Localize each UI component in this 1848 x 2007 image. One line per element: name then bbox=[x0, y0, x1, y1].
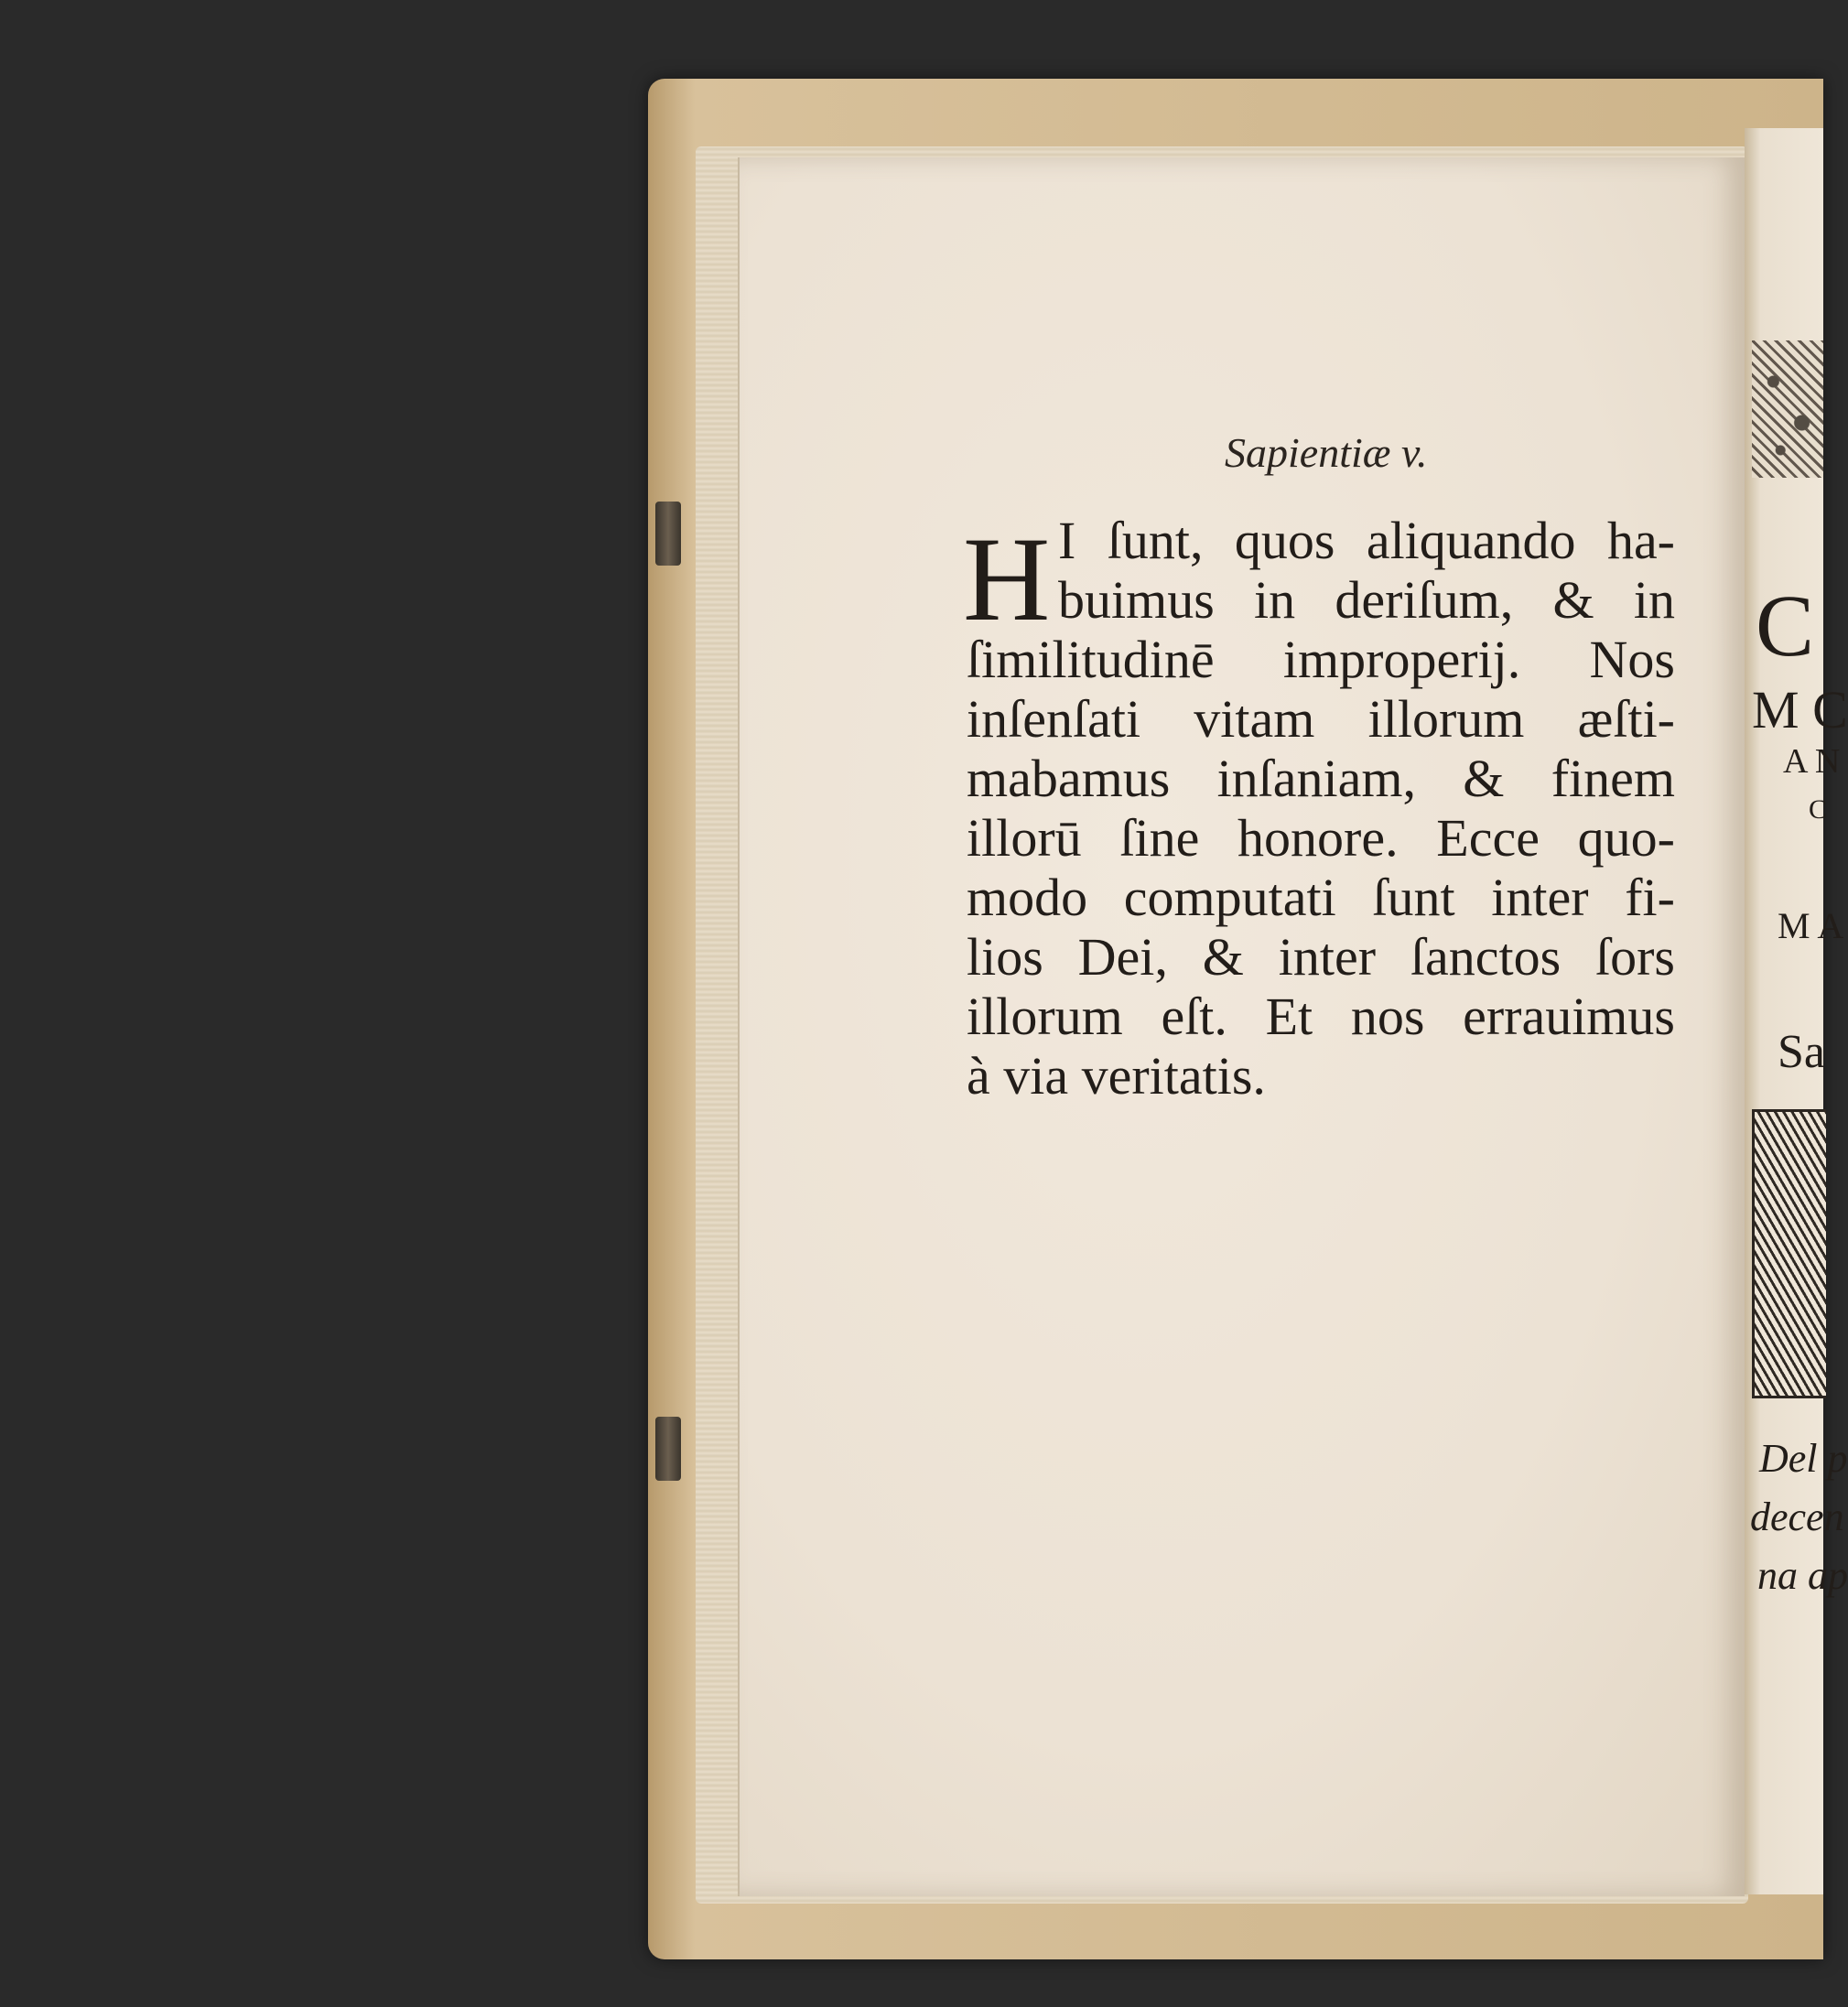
text-line: mabamus inſaniam, & finem bbox=[967, 749, 1675, 808]
drop-capital: H bbox=[963, 512, 1051, 646]
right-page-fragment: na ap bbox=[1757, 1553, 1848, 1598]
text-line: illorum eſt. Et nos errauimus bbox=[967, 987, 1675, 1046]
clasp-bottom bbox=[655, 1417, 681, 1481]
running-head: Sapientiæ v. bbox=[1225, 429, 1428, 476]
right-page-fragment: Sa bbox=[1778, 1026, 1825, 1078]
text-line: lios Dei, & inter ſanctos ſors bbox=[967, 927, 1675, 987]
text-line: inſenſati vitam illorum æſti- bbox=[967, 689, 1675, 749]
text-line: buimus in deriſum, & in bbox=[1058, 570, 1675, 630]
right-page-fragment: C bbox=[1809, 794, 1828, 825]
text-line: illorū ſine honore. Ecce quo- bbox=[967, 808, 1675, 868]
text-line: modo computati ſunt inter fi- bbox=[967, 868, 1675, 927]
right-page-fragment: A N bbox=[1783, 742, 1841, 781]
body-text bbox=[967, 511, 1675, 1170]
right-page-fragment: C bbox=[1756, 577, 1815, 674]
ornament-icon bbox=[1752, 340, 1823, 478]
right-page-fragment: M A bbox=[1778, 905, 1844, 946]
text-line: ſimilitudinē improperij. Nos bbox=[967, 630, 1675, 689]
right-page-fragment: M C bbox=[1752, 680, 1848, 739]
text-line: à via veritatis. bbox=[967, 1046, 1266, 1106]
right-page-fragment: Del p bbox=[1759, 1436, 1848, 1481]
text-line: I ſunt, quos aliquando ha- bbox=[1058, 511, 1675, 570]
clasp-top bbox=[655, 502, 681, 566]
woodcut-initial-icon bbox=[1752, 1109, 1826, 1398]
right-page-fragment: decen bbox=[1750, 1494, 1844, 1539]
